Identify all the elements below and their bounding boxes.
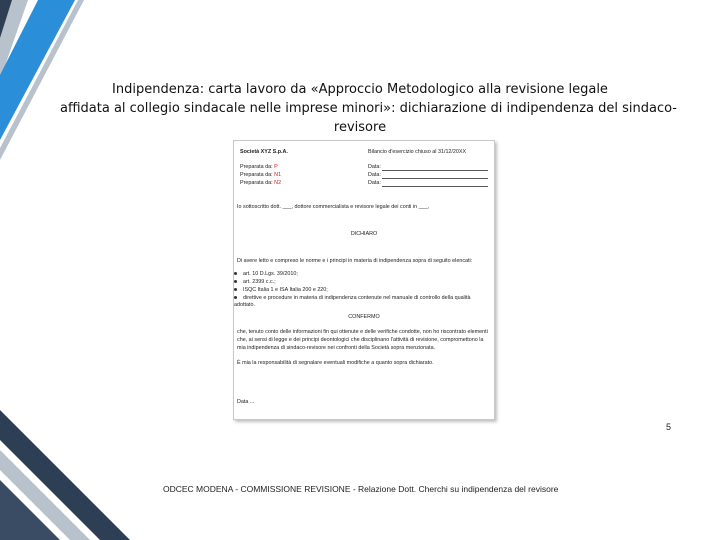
doc-confirm-heading: CONFERMO (348, 314, 380, 320)
bullet-icon (234, 280, 237, 283)
doc-responsibility: È mia la responsabilità di segnalare eventuali modifiche a quanto sopra dichiarato. (237, 360, 434, 366)
doc-bullet-item: direttive e procedure in materia di indipendenza contenute nel manuale di controllo della qualità adottato. (234, 295, 471, 308)
doc-date: Data ... (237, 399, 255, 405)
doc-date-line (382, 186, 488, 187)
slide-footer: ODCEC MODENA - COMMISSIONE REVISIONE - Relazione Dott. Cherchi su indipendenza del revisore (163, 484, 559, 494)
doc-prepared-code: N1 (274, 172, 282, 178)
doc-confirm-wrap (234, 314, 494, 321)
slide-title-line-3: revisore (333, 120, 387, 135)
doc-prepared-code: P (274, 164, 278, 170)
doc-declare-heading: DICHIARO (350, 231, 378, 237)
doc-prepared-label: Preparata da: (240, 172, 273, 178)
doc-confirm-line-3: mia indipendenza di sindaco-revisore nei confronti della Società sopra menzionata. (237, 345, 436, 351)
doc-bullet-item: ISQC Italia 1 e ISA Italia 200 e 220; (234, 287, 328, 294)
bullet-icon (234, 288, 237, 291)
doc-aware: Di avere letto e compreso le norme e i principi in materia di indipendenza sopra di seguito elencati: (237, 258, 473, 264)
doc-prepared-row-3 (240, 180, 281, 187)
doc-prepared-code: N2 (274, 180, 282, 186)
document-image (233, 140, 495, 420)
doc-prepared-row-2 (240, 172, 281, 179)
slide-title-line-2: affidata al collegio sindacale nelle imprese minori»: dichiarazione di indipendenza del sindaco- (60, 101, 677, 116)
doc-prepared-label: Preparata da: (240, 164, 273, 170)
bullet-icon (234, 296, 237, 299)
doc-company: Società XYZ S.p.A. (240, 149, 288, 155)
doc-bullet-item: art. 2399 c.c.; (234, 279, 276, 286)
doc-bullet-item: art. 10 D.Lgs. 39/2010; (234, 271, 298, 278)
doc-confirm-line-2: che, ai sensi di legge e dei principi deontologici che disciplinano l'attività di revisione, compromettono la (237, 337, 484, 343)
doc-prepared-label: Preparata da: (240, 180, 273, 186)
doc-confirm-line-1: che, tenuto conto delle informazioni fin qui ottenute e delle verifiche condotte, non ho riscontrato elementi (237, 329, 488, 335)
page-number: 5 (666, 422, 672, 432)
doc-date-label: Data: (368, 180, 381, 186)
slide-title-line-1: Indipendenza: carta lavoro da «Approccio Metodologico alla revisione legale (112, 82, 608, 97)
doc-date-line (382, 170, 488, 171)
doc-declare-wrap (234, 231, 494, 238)
doc-intro: Io sottoscritto dott. ___, dottore commercialista e revisore legale dei conti in ___, (237, 204, 430, 210)
doc-date-line (382, 178, 488, 179)
doc-fiscal-year: Bilancio d'esercizio chiuso al 31/12/20XX (368, 149, 467, 155)
bullet-icon (234, 272, 237, 275)
doc-date-label: Data: (368, 172, 381, 178)
slide-title (60, 80, 677, 137)
doc-date-label: Data: (368, 164, 381, 170)
doc-prepared-row-1 (240, 164, 278, 171)
